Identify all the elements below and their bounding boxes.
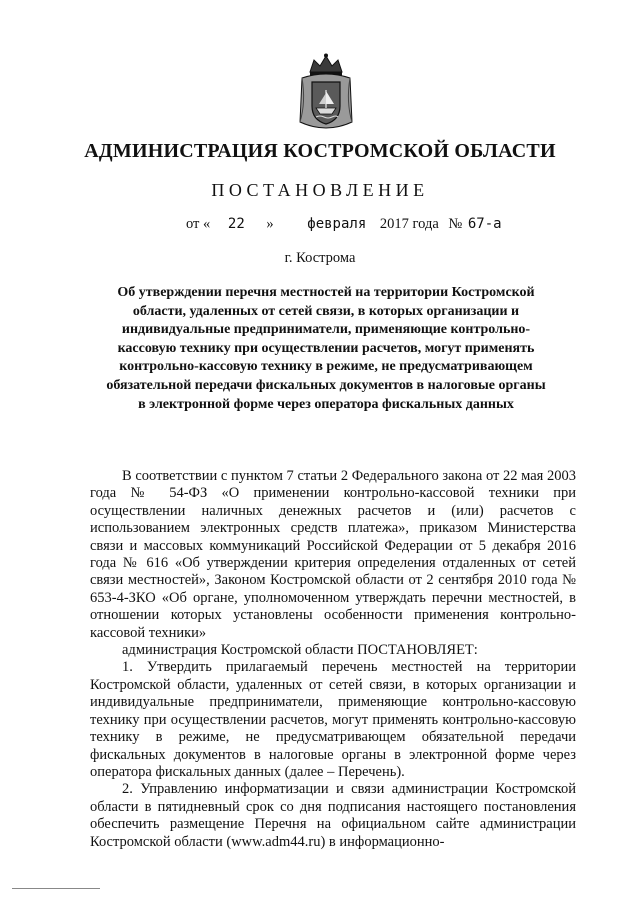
subject-line: в электронной форме через оператора фискальных данных [138, 396, 514, 412]
kostroma-coat-of-arms-icon [296, 52, 356, 136]
clause-2-paragraph: 2. Управлению информатизации и связи администрации Костромской области в пятидневный срок со дня подписания настоящего постановления обеспечить размещение Перечня на официальном сайте администрации Костромской области (www.adm44.ru) в информационно- [90, 781, 576, 850]
footer-rule [12, 888, 100, 889]
date-prefix: от « [186, 216, 211, 232]
document-number: 67-а [467, 216, 502, 232]
clause-1-paragraph: 1. Утвердить прилагаемый перечень местностей на территории Костромской области, удаленных от сетей связи, в которых организации и индивидуальные предприниматели, применяющие контрольно-кассовую технику при осуществлении расчетов, могут применять контрольно-кассовую технику в режиме, не предусматривающем обязательной передачи фискальных документов в налоговые органы в электронной форме через оператора фискальных данных (далее – Перечень). [90, 659, 576, 780]
preamble-paragraph: В соответствии с пунктом 7 статьи 2 Федерального закона от 22 мая 2003 года № 54-ФЗ «О применении контрольно-кассовой техники при осуществлении наличных денежных расчетов и (или) расчетов с использованием электронных средств платежа», приказом Министерства связи и массовых коммуникаций Российской Федерации от 5 декабря 2016 года № 616 «Об утверждении критерия определения отдаленных от сетей связи местностей», Законом Костромской области от 2 сентября 2010 года № 653-4-ЗКО «Об органе, уполномоченном утверждать перечни местностей, в отношении которых установлены особенности применения контрольно-кассовой техники» [90, 468, 576, 641]
subject-line: Об утверждении перечня местностей на территории Костромской [117, 285, 535, 300]
document-subject [96, 284, 556, 414]
date-month: февраля [307, 216, 367, 232]
subject-line: индивидуальные предприниматели, применяющие контрольно- [121, 322, 531, 338]
document-type: ПОСТАНОВЛЕНИЕ [211, 180, 429, 200]
date-quote-close: » [266, 216, 274, 232]
organization-title: АДМИНИСТРАЦИЯ КОСТРОМСКОЙ ОБЛАСТИ [84, 140, 556, 162]
city: г. Кострома [284, 250, 356, 266]
date-year: 2017 года [379, 216, 439, 232]
resolution-paragraph: администрация Костромской области ПОСТАНОВЛЯЕТ: [122, 642, 478, 659]
date-day: 22 [227, 216, 245, 232]
subject-line: обязательной передачи фискальных документов в налоговые органы [106, 377, 546, 393]
date-line [186, 216, 502, 233]
subject-line: кассовую технику при осуществлении расчетов, могут применять [117, 340, 535, 356]
subject-line: области, удаленных от сетей связи, в которых организации и [132, 303, 520, 319]
subject-line: контрольно-кассовую технику в режиме, не предусматривающем [119, 359, 533, 375]
document-body [90, 468, 576, 851]
number-sign: № [448, 216, 463, 232]
